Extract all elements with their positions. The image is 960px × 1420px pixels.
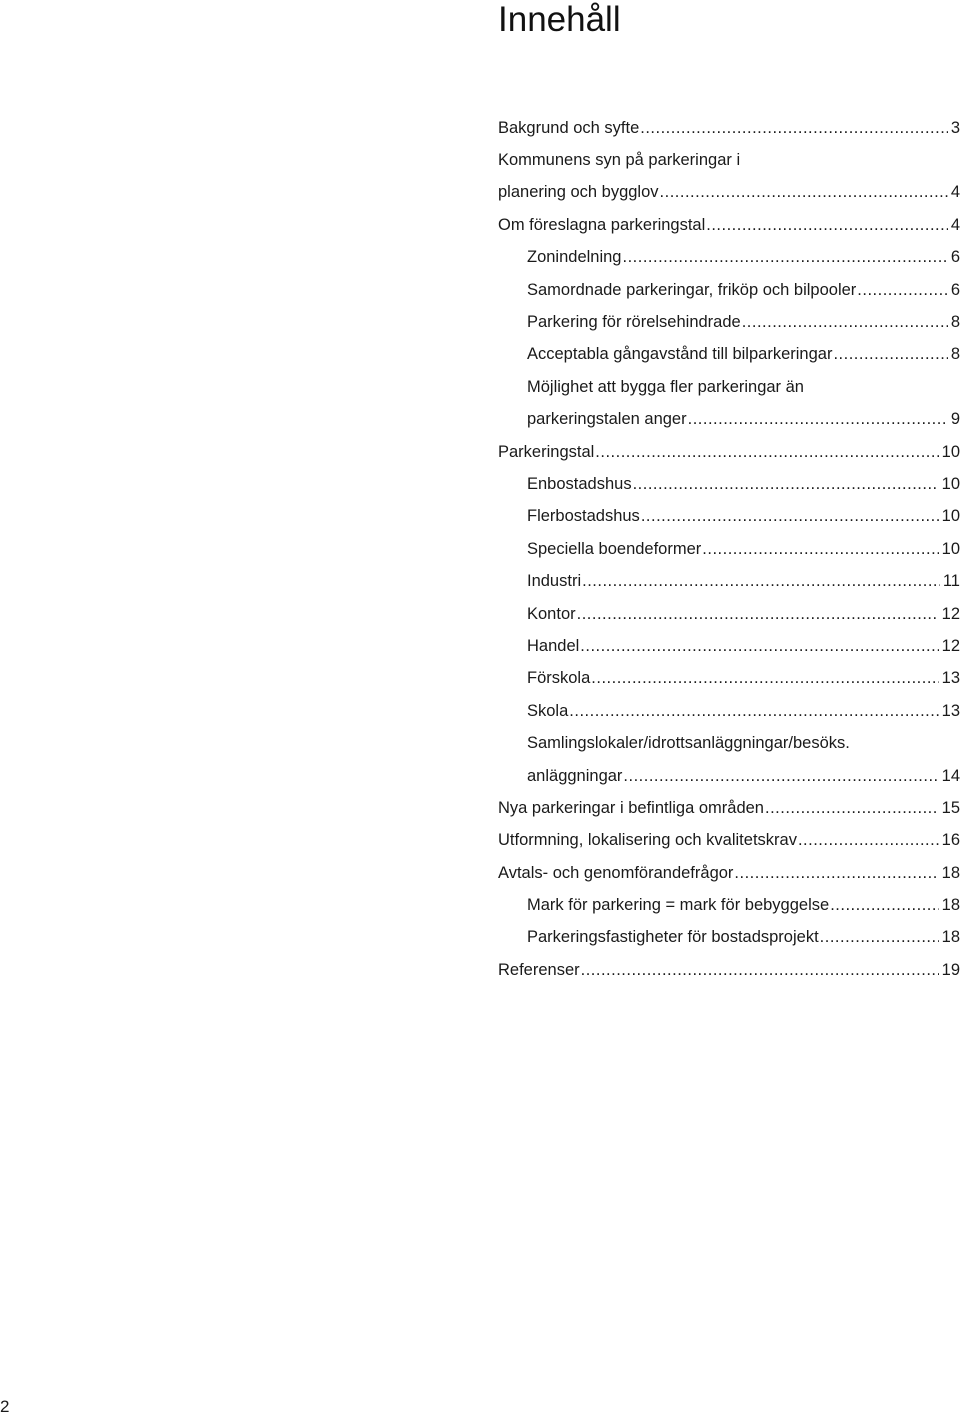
toc-entry-label: Förskola: [527, 669, 591, 688]
toc-dot-leader: [623, 767, 938, 786]
toc-entry[interactable]: [498, 371, 960, 403]
toc-entry-page: 10: [941, 539, 960, 558]
toc-entry[interactable]: [498, 565, 960, 597]
toc-dot-leader: [734, 864, 938, 883]
toc-dot-leader: [581, 961, 939, 980]
toc-entry-page: 14: [941, 766, 960, 785]
toc-entry[interactable]: [498, 436, 960, 468]
page-number: 2: [0, 1397, 10, 1416]
toc-entry[interactable]: [498, 306, 960, 338]
toc-entry-page: 10: [941, 507, 960, 526]
toc-entry[interactable]: [498, 598, 960, 630]
toc-dot-leader: [820, 928, 939, 947]
toc-dot-leader: [640, 119, 948, 138]
toc-entry[interactable]: [498, 954, 960, 986]
toc-entry-label: Zonindelning: [527, 248, 622, 267]
toc-entry[interactable]: [498, 533, 960, 565]
toc-entry-page: 12: [941, 604, 960, 623]
toc-entry-page: 13: [941, 701, 960, 720]
toc-entry-label: Samlingslokaler/idrottsanläggningar/besöks.: [527, 734, 850, 753]
toc-entry-page: 4: [950, 215, 960, 234]
toc-entry-label: Acceptabla gångavstånd till bilparkeringar: [527, 345, 833, 364]
toc-entry-page: 11: [942, 572, 960, 591]
toc-entry-label: Flerbostadshus: [527, 507, 640, 526]
toc-dot-leader: [641, 507, 939, 526]
toc-entry[interactable]: [498, 339, 960, 371]
toc-entry-page: 18: [941, 896, 960, 915]
toc-entry-label: Mark för parkering = mark för bebyggelse: [527, 896, 830, 915]
toc-entry-page: 15: [941, 798, 960, 817]
toc-entry[interactable]: [498, 177, 960, 209]
toc-entry-page: 9: [950, 410, 960, 429]
toc-entry-label: Nya parkeringar i befintliga områden: [498, 798, 764, 817]
toc-dot-leader: [577, 605, 939, 624]
toc-entry-label: Utformning, lokalisering och kvalitetskrav: [498, 831, 797, 850]
toc-entry-label: Skola: [527, 701, 569, 720]
toc-dot-leader: [569, 702, 938, 721]
toc-entry-page: 18: [941, 863, 960, 882]
toc-dot-leader: [702, 540, 938, 559]
toc-entry[interactable]: [498, 404, 960, 436]
toc-dot-leader: [580, 637, 938, 656]
toc-entry-label: Speciella boendeformer: [527, 539, 702, 558]
toc-entry-label: Parkeringsfastigheter för bostadsprojekt: [527, 928, 819, 947]
toc-dot-leader: [595, 443, 938, 462]
toc-entry-label: parkeringstalen anger: [527, 410, 687, 429]
toc-entry[interactable]: [498, 760, 960, 792]
toc-entry-label: Samordnade parkeringar, friköp och bilpooler: [527, 280, 857, 299]
toc-entry-label: Möjlighet att bygga fler parkeringar än: [527, 377, 804, 396]
toc-entry-page: 12: [941, 636, 960, 655]
toc-entry[interactable]: [498, 825, 960, 857]
toc-entry-page: 3: [950, 118, 960, 137]
toc-entry[interactable]: [498, 695, 960, 727]
toc-entry-label: Bakgrund och syfte: [498, 118, 640, 137]
toc-dot-leader: [830, 896, 938, 915]
toc-entry[interactable]: [498, 630, 960, 662]
toc-entry[interactable]: [498, 501, 960, 533]
toc-dot-leader: [660, 183, 948, 202]
toc-entry-label: Avtals- och genomförandefrågor: [498, 863, 734, 882]
table-of-contents: [498, 112, 960, 987]
toc-entry[interactable]: [498, 889, 960, 921]
toc-entry-page: 19: [941, 960, 960, 979]
toc-entry-page: 18: [941, 928, 960, 947]
toc-entry-label: Referenser: [498, 960, 580, 979]
toc-entry-label: Om föreslagna parkeringstal: [498, 215, 706, 234]
toc-dot-leader: [633, 475, 939, 494]
toc-dot-leader: [623, 248, 948, 267]
toc-entry-label: planering och bygglov: [498, 183, 659, 202]
toc-dot-leader: [706, 216, 948, 235]
toc-dot-leader: [765, 799, 939, 818]
toc-entry[interactable]: [498, 922, 960, 954]
toc-entry-page: 10: [941, 442, 960, 461]
toc-dot-leader: [591, 669, 938, 688]
toc-entry[interactable]: [498, 242, 960, 274]
toc-entry[interactable]: [498, 144, 960, 176]
toc-entry[interactable]: [498, 727, 960, 759]
toc-entry-label: Industri: [527, 572, 582, 591]
toc-entry[interactable]: [498, 857, 960, 889]
page-title: Innehåll: [498, 0, 621, 39]
toc-entry[interactable]: [498, 663, 960, 695]
toc-dot-leader: [582, 572, 940, 591]
toc-dot-leader: [857, 281, 948, 300]
toc-dot-leader: [742, 313, 948, 332]
toc-entry-label: Enbostadshus: [527, 474, 632, 493]
toc-entry-label: Kontor: [527, 604, 576, 623]
toc-entry[interactable]: [498, 112, 960, 144]
toc-entry-page: 8: [950, 313, 960, 332]
toc-entry-page: 13: [941, 669, 960, 688]
toc-entry[interactable]: [498, 274, 960, 306]
toc-dot-leader: [798, 831, 939, 850]
toc-entry[interactable]: [498, 209, 960, 241]
toc-entry[interactable]: [498, 468, 960, 500]
toc-entry-page: 8: [950, 345, 960, 364]
toc-entry-label: Kommunens syn på parkeringar i: [498, 151, 741, 170]
toc-dot-leader: [833, 345, 947, 364]
toc-entry[interactable]: [498, 792, 960, 824]
toc-entry-label: Parkeringstal: [498, 442, 595, 461]
toc-entry-page: 16: [941, 831, 960, 850]
toc-entry-page: 10: [941, 474, 960, 493]
toc-entry-label: Parkering för rörelsehindrade: [527, 313, 741, 332]
toc-entry-label: anläggningar: [527, 766, 623, 785]
toc-dot-leader: [688, 410, 948, 429]
toc-entry-page: 6: [950, 248, 960, 267]
toc-entry-page: 4: [950, 183, 960, 202]
toc-entry-label: Handel: [527, 636, 580, 655]
toc-entry-page: 6: [950, 280, 960, 299]
